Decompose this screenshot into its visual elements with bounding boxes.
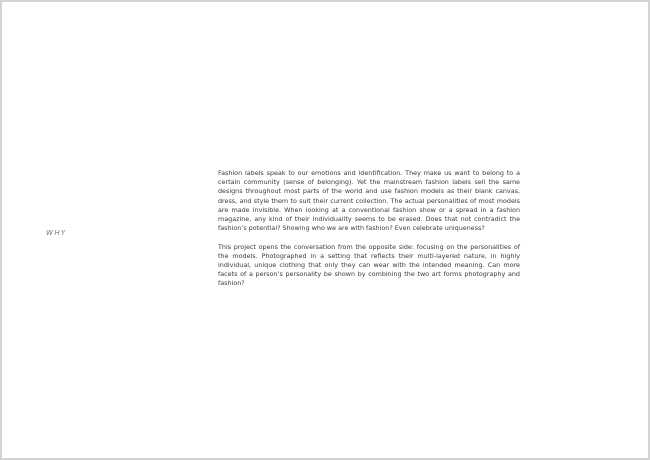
body-text: [218, 169, 520, 298]
paragraph-project: This project opens the conversation from the opposite side: focusing on the personalities of the models. Photographed in a setting that reflects their multi-layered nature, in highly individual, unique clothing that only they can wear with the intended meaning. Can more facets of a person’s personality be shown by combining the two art forms photography and fashion?: [218, 242, 520, 288]
document-page: [2, 2, 648, 458]
paragraph-intro: Fashion labels speak to our emotions and identification. They make us want to belong to a certain community (sense of belonging). Yet the mainstream fashion labels sell the same designs throughout most parts of the world and use fashion models as their blank canvas, dress, and style them to suit their current collection. The actual personalities of most models are made invisible. When looking at a conventional fashion show or a spread in a fashion magazine, any kind of their individuality seems to be erased. Does that not contradict the fashion’s potential? Showing who we are with fashion? Even celebrate uniqueness?: [218, 169, 520, 233]
section-label: WHY: [46, 229, 67, 237]
